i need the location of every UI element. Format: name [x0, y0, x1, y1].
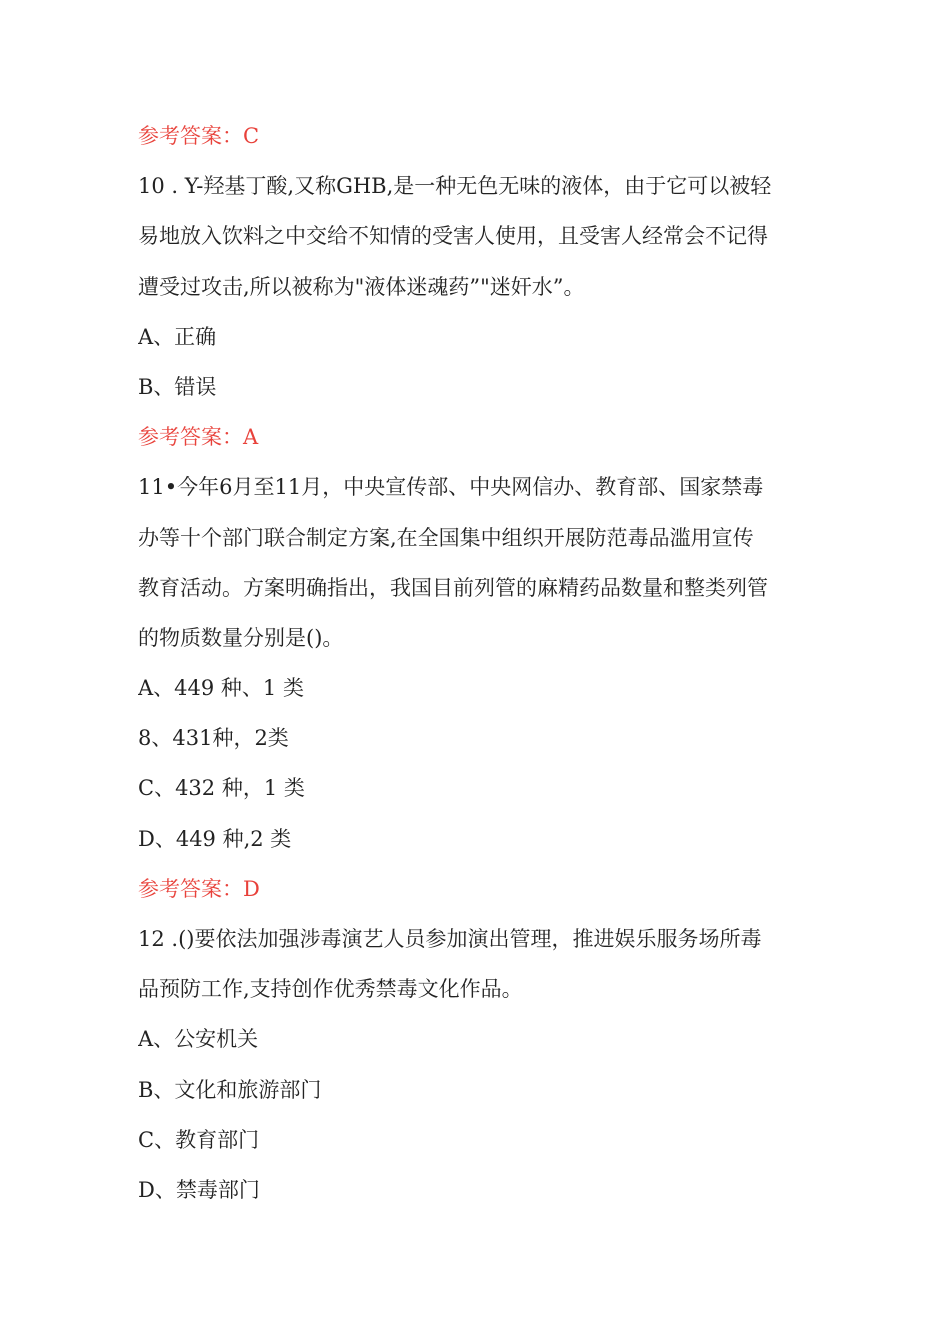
question-10-line-1: 10 . Y-羟基丁酸,又称GHB,是一种无色无味的液体，由于它可以被轻	[138, 174, 772, 199]
answer-line	[138, 111, 828, 161]
question-12-line-1: 12 .()要依法加强涉毒演艺人员参加演出管理，推进娱乐服务场所毒	[138, 927, 762, 951]
question-11-line-1: 11•今年6月至11月，中央宣传部、中央网信办、教育部、国家禁毒	[138, 475, 764, 500]
question-10-option-a: A、正确	[138, 324, 217, 349]
answer-value: A	[243, 425, 259, 450]
document-page	[138, 111, 828, 1215]
question-12-option-d: D、禁毒部门	[138, 1177, 260, 1202]
question-10-line-3: 遭受过攻击,所以被称为"液体迷魂药”"迷奸水”。	[138, 274, 585, 299]
question-12-option-a: A、公安机关	[138, 1027, 259, 1052]
answer-line	[138, 864, 828, 914]
answer-value: C	[243, 124, 260, 148]
answer-label: 参考答案：	[138, 425, 243, 450]
question-10-line-2: 易地放入饮料之中交给不知情的受害人使用，且受害人经常会不记得	[138, 224, 768, 249]
question-11-line-4: 的物质数量分别是()。	[138, 625, 344, 650]
answer-value: D	[243, 876, 260, 901]
question-11-option-b: 8、431种，2类	[138, 726, 289, 751]
question-11-option-c: C、432 种，1 类	[138, 776, 305, 801]
question-12-option-b: B、文化和旅游部门	[138, 1077, 322, 1102]
question-11-line-2: 办等十个部门联合制定方案,在全国集中组织开展防范毒品滥用宣传	[138, 525, 754, 550]
answer-label: 参考答案：	[138, 124, 243, 148]
answer-label: 参考答案：	[138, 876, 243, 901]
question-12-line-2: 品预防工作,支持创作优秀禁毒文化作品。	[138, 977, 523, 1002]
question-12-option-c: C、教育部门	[138, 1127, 260, 1152]
question-10-option-b: B、错误	[138, 374, 217, 399]
question-11-option-a: A、449 种、1 类	[138, 676, 304, 701]
answer-line	[138, 412, 828, 462]
question-11-line-3: 教育活动。方案明确指出，我国目前列管的麻精药品数量和整类列管	[138, 575, 768, 600]
question-11-option-d: D、449 种,2 类	[138, 826, 292, 851]
